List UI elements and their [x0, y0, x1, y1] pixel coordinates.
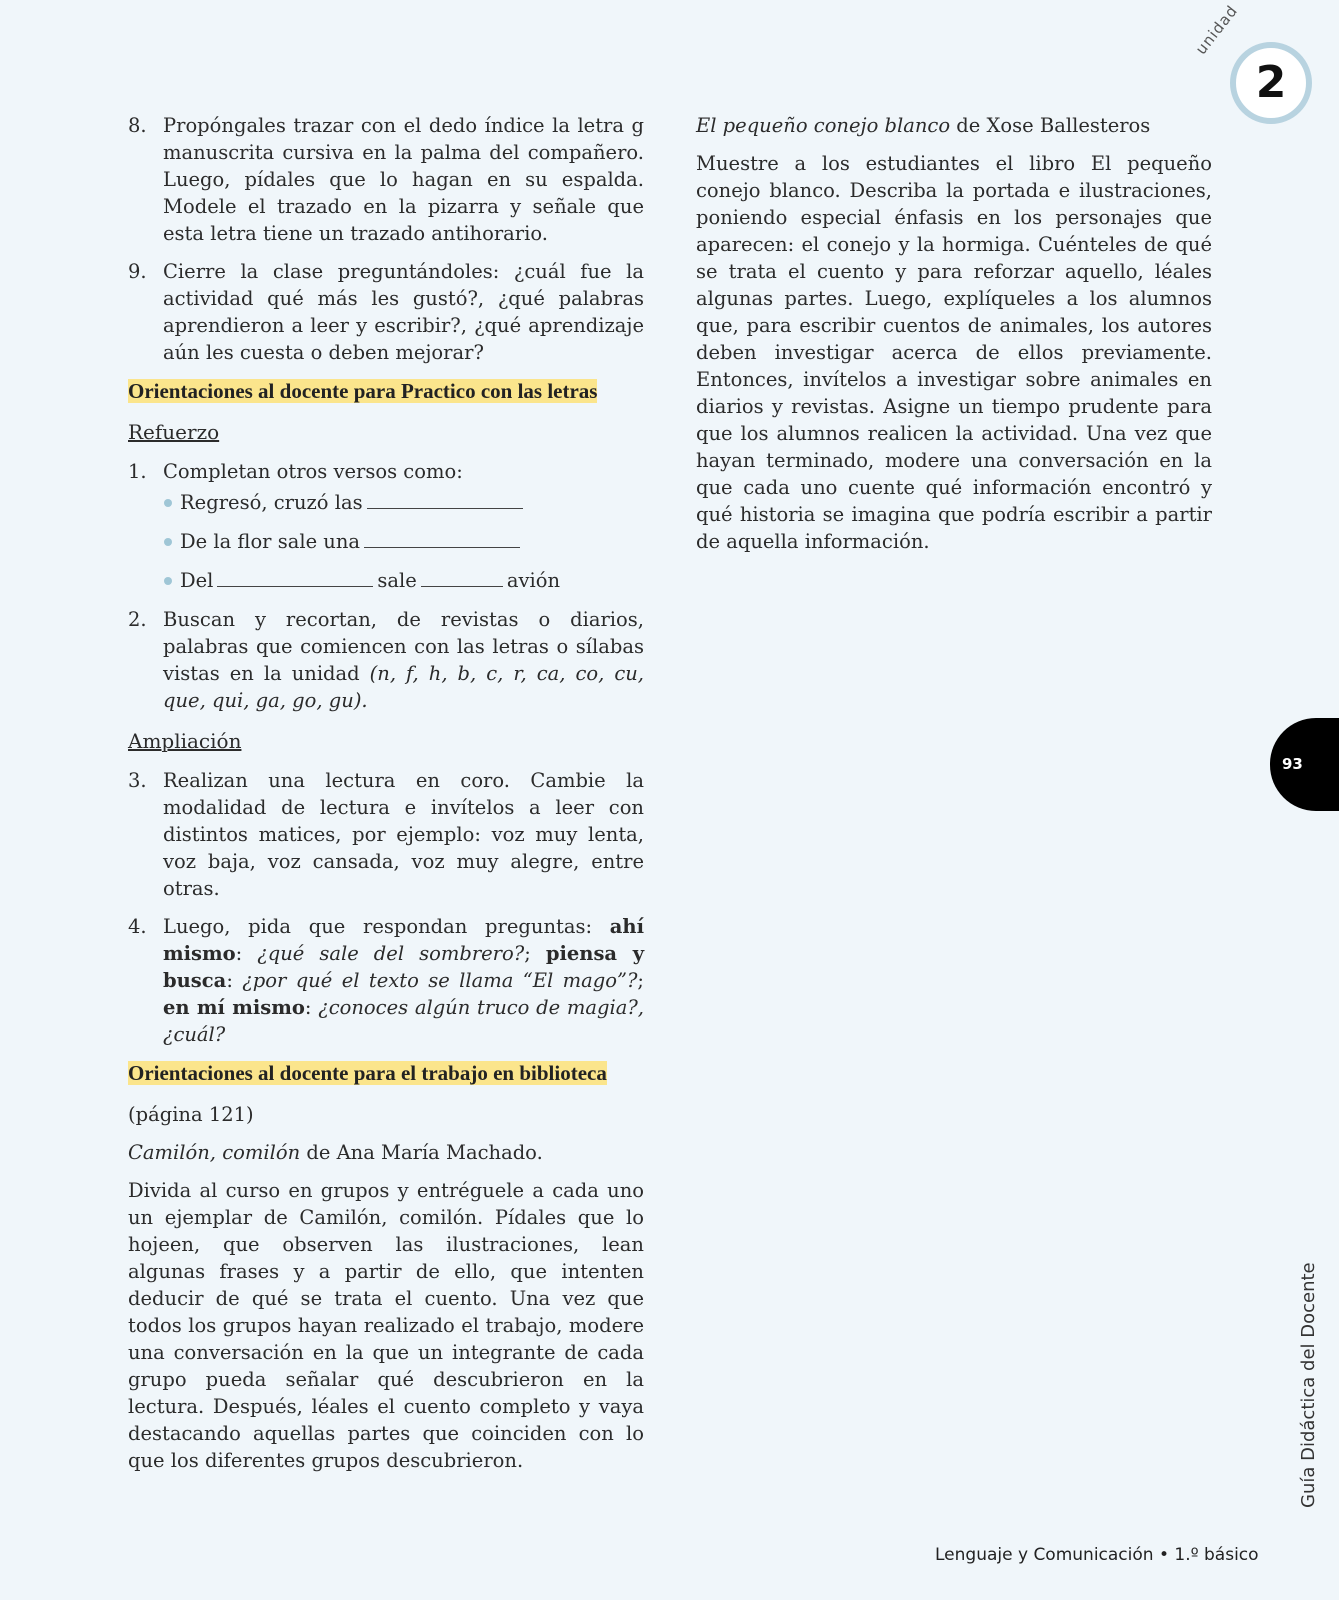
unit-number: 2	[1255, 57, 1287, 108]
bullet-text: sale	[377, 569, 417, 592]
page-reference: (página 121)	[128, 1103, 254, 1126]
item-text: Cierre la clase preguntándoles: ¿cuál fue la actividad qué más les gustó?, ¿qué palabras aprendieron a leer y escribir?, ¿qué aprendizaje aún les cuesta o deben mejorar?	[163, 260, 644, 364]
footer-text: Lenguaje y Comunicación • 1.º básico	[935, 1545, 1259, 1565]
item-text: ;	[637, 969, 644, 992]
highlighted-heading-text: Orientaciones al docente para el trabajo en biblioteca	[128, 1061, 607, 1085]
subheading-refuerzo: Refuerzo	[128, 420, 220, 444]
item-text: Luego, pida que respondan preguntas:	[163, 915, 593, 938]
item-text: Propóngales trazar con el dedo índice la letra g manuscrita cursiva en la palma del compañero. Luego, pídales que lo hagan en su espalda. Modele el trazado en la pizarra y señale que esta letra tiene un trazado antihorario.	[163, 114, 644, 245]
subheading-ampliacion: Ampliación	[128, 729, 242, 753]
book-author: de Ana María Machado.	[306, 1141, 543, 1164]
fill-blank	[217, 568, 373, 587]
bullet-item	[128, 567, 644, 593]
fill-blank	[367, 490, 523, 509]
bullet-dot	[164, 577, 172, 585]
side-title: Guía Didáctica del Docente	[1298, 1262, 1319, 1508]
item-text-italic: (n, f, h, b, c, r, ca, co, cu, que, qui, ga, go, gu).	[163, 662, 645, 712]
item-number: 4.	[128, 915, 147, 938]
item-text-italic: ¿qué sale del sombrero?	[257, 942, 525, 965]
item-number: 9.	[128, 260, 147, 283]
book-reference	[696, 112, 1212, 139]
bullet-dot	[164, 499, 172, 507]
section-heading	[128, 1060, 644, 1087]
item-text: Completan otros versos como:	[163, 460, 463, 483]
unit-label: unidad	[1191, 1, 1242, 59]
bullet-text: avión	[506, 569, 561, 592]
page-number-tab	[1270, 718, 1339, 811]
item-text: ;	[524, 942, 531, 965]
item-text: :	[226, 969, 233, 992]
book-reference	[128, 1139, 644, 1166]
item-text: :	[235, 942, 243, 965]
right-column	[696, 112, 1212, 566]
left-column	[128, 112, 644, 1485]
list-item-4	[128, 913, 644, 1048]
paragraph: Divida al curso en grupos y entréguele a cada uno un ejemplar de Camilón, comilón. Pídales que lo hojeen, que observen las ilustraciones, lean algunas frases y a partir de ello, que intenten deducir de qué se trata el cuento. Una vez que todos los grupos hayan realizado el trabajo, modere una conversación en la que un integrante de cada grupo pueda señalar qué descubrieron en la lectura. Después, léales el cuento completo y vaya destacando aquellas partes que coinciden con lo que los diferentes grupos descubrieron.	[128, 1179, 644, 1472]
book-title: Camilón, comilón	[128, 1141, 301, 1164]
bullet-item	[128, 528, 644, 554]
bullet-text: Del	[180, 569, 214, 592]
item-number: 1.	[128, 460, 147, 483]
item-text-italic: ¿conoces algún truco de magia?, ¿cuál?	[163, 996, 644, 1046]
list-item-9	[128, 258, 644, 366]
page-number: 93	[1282, 755, 1303, 773]
book-author: de Xose Ballesteros	[956, 114, 1151, 137]
unit-badge	[1230, 42, 1312, 124]
item-text-bold: piensa y busca	[163, 942, 645, 992]
item-text-bold: ahí mismo	[163, 915, 644, 965]
item-number: 8.	[128, 114, 147, 137]
book-title: El pequeño conejo blanco	[696, 114, 951, 137]
highlighted-heading-text: Orientaciones al docente para Practico con las letras	[128, 379, 598, 403]
item-number: 3.	[128, 769, 147, 792]
item-text: Realizan una lectura en coro. Cambie la modalidad de lectura e invítelos a leer con distintos matices, por ejemplo: voz muy lenta, voz baja, voz cansada, voz muy alegre, entre otras.	[163, 769, 644, 900]
paragraph: Muestre a los estudiantes el libro El pequeño conejo blanco. Describa la portada e ilustraciones, poniendo especial énfasis en los personajes que aparecen: el conejo y la hormiga. Cuénteles de qué se trata el cuento y para reforzar aquello, léales algunas partes. Luego, explíqueles a los alumnos que, para escribir cuentos de animales, los autores deben investigar acerca de ellos previamente. Entonces, invítelos a investigar sobre animales en diarios y revistas. Asigne un tiempo prudente para que los alumnos realicen la actividad. Una vez que hayan terminado, modere una conversación en la que cada uno cuente qué información encontró y qué historia se imagina que podría escribir a partir de aquella información.	[696, 152, 1212, 553]
item-text-italic: ¿por qué el texto se llama “El mago”?	[242, 969, 638, 992]
item-text: :	[304, 996, 312, 1019]
bullet-dot	[164, 538, 172, 546]
bullet-text: De la flor sale una	[180, 530, 361, 553]
item-number: 2.	[128, 608, 147, 631]
section-heading	[128, 378, 644, 405]
item-text-bold: en mí mismo	[163, 996, 305, 1019]
bullet-item	[128, 489, 644, 515]
fill-blank	[364, 529, 520, 548]
item-text: Buscan y recortan, de revistas o diarios, palabras que comiencen con las letras o sílabas vistas en la unidad	[163, 608, 644, 685]
list-item-8	[128, 112, 644, 247]
list-item-2	[128, 606, 644, 714]
bullet-text: Regresó, cruzó las	[180, 491, 363, 514]
list-item-3	[128, 767, 644, 902]
fill-blank	[421, 568, 503, 587]
list-item-1	[128, 458, 644, 485]
